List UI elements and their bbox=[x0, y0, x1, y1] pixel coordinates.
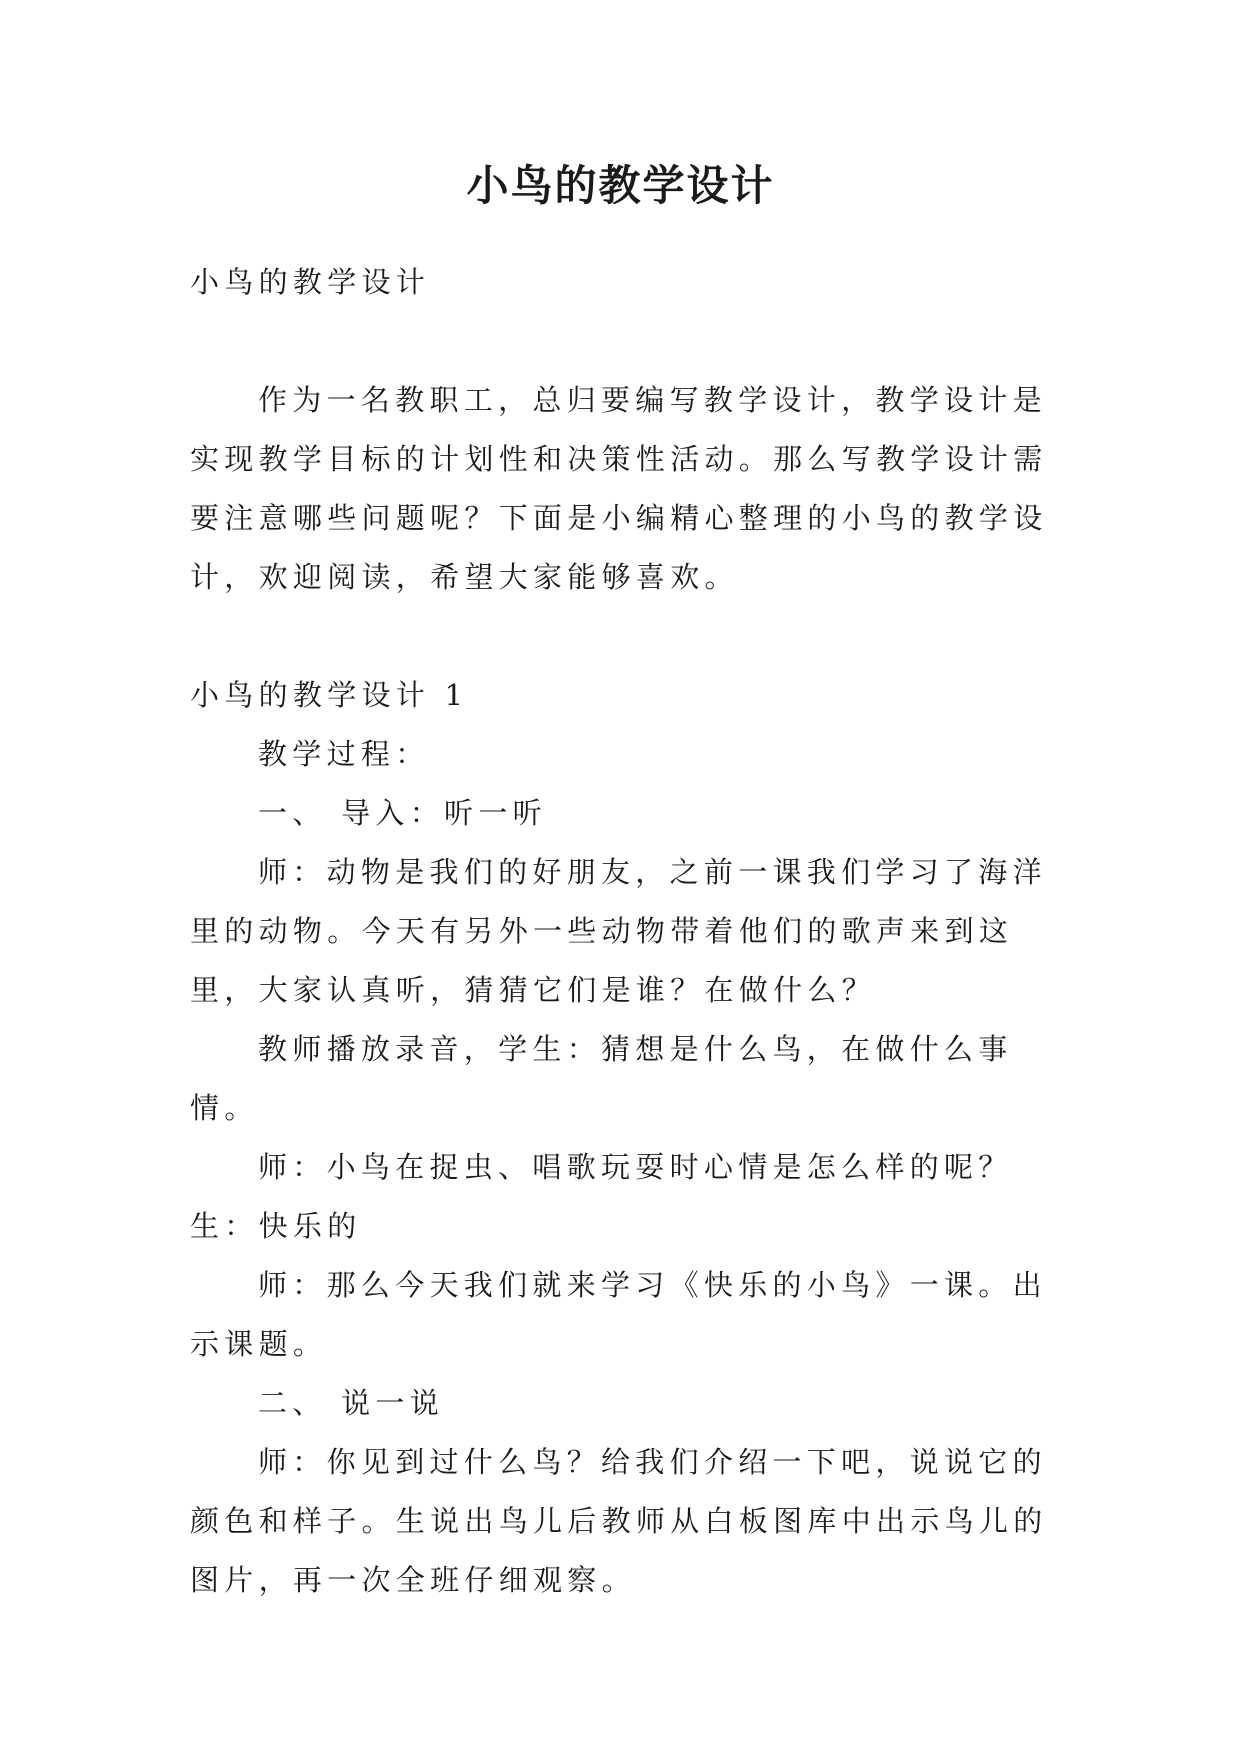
document-body bbox=[190, 253, 1050, 1610]
intro-paragraph: 作为一名教职工，总归要编写教学设计，教学设计是实现教学目标的计划性和决策性活动。那么写教学设计需要注意哪些问题呢？下面是小编精心整理的小鸟的教学设计，欢迎阅读，希望大家能够喜欢。 bbox=[190, 383, 1048, 594]
section-heading: 小鸟的教学设计 1 bbox=[190, 678, 469, 712]
paragraph: 师：动物是我们的好朋友，之前一课我们学习了海洋里的动物。今天有另外一些动物带着他们的歌声来到这里，大家认真听，猜猜它们是谁？在做什么？ bbox=[190, 855, 1047, 1007]
paragraph: 二、 说一说 bbox=[258, 1386, 445, 1420]
paragraph: 一、 导入：听一听 bbox=[258, 796, 547, 830]
paragraph: 教师播放录音，学生：猜想是什么鸟，在做什么事情。 bbox=[190, 1032, 1013, 1125]
subtitle: 小鸟的教学设计 bbox=[190, 265, 431, 299]
document-title: 小鸟的教学设计 bbox=[466, 161, 775, 210]
paragraph: 师：小鸟在捉虫、唱歌玩耍时心情是怎么样的呢？生：快乐的 bbox=[190, 1150, 1013, 1243]
spacer bbox=[190, 312, 1050, 371]
paragraph: 师：那么今天我们就来学习《快乐的小鸟》一课。出示课题。 bbox=[190, 1268, 1047, 1361]
spacer bbox=[190, 607, 1050, 666]
paragraph: 师：你见到过什么鸟？给我们介绍一下吧，说说它的颜色和样子。生说出鸟儿后教师从白板图库中出示鸟儿的图片，再一次全班仔细观察。 bbox=[190, 1445, 1048, 1597]
paragraph: 教学过程： bbox=[258, 737, 430, 771]
